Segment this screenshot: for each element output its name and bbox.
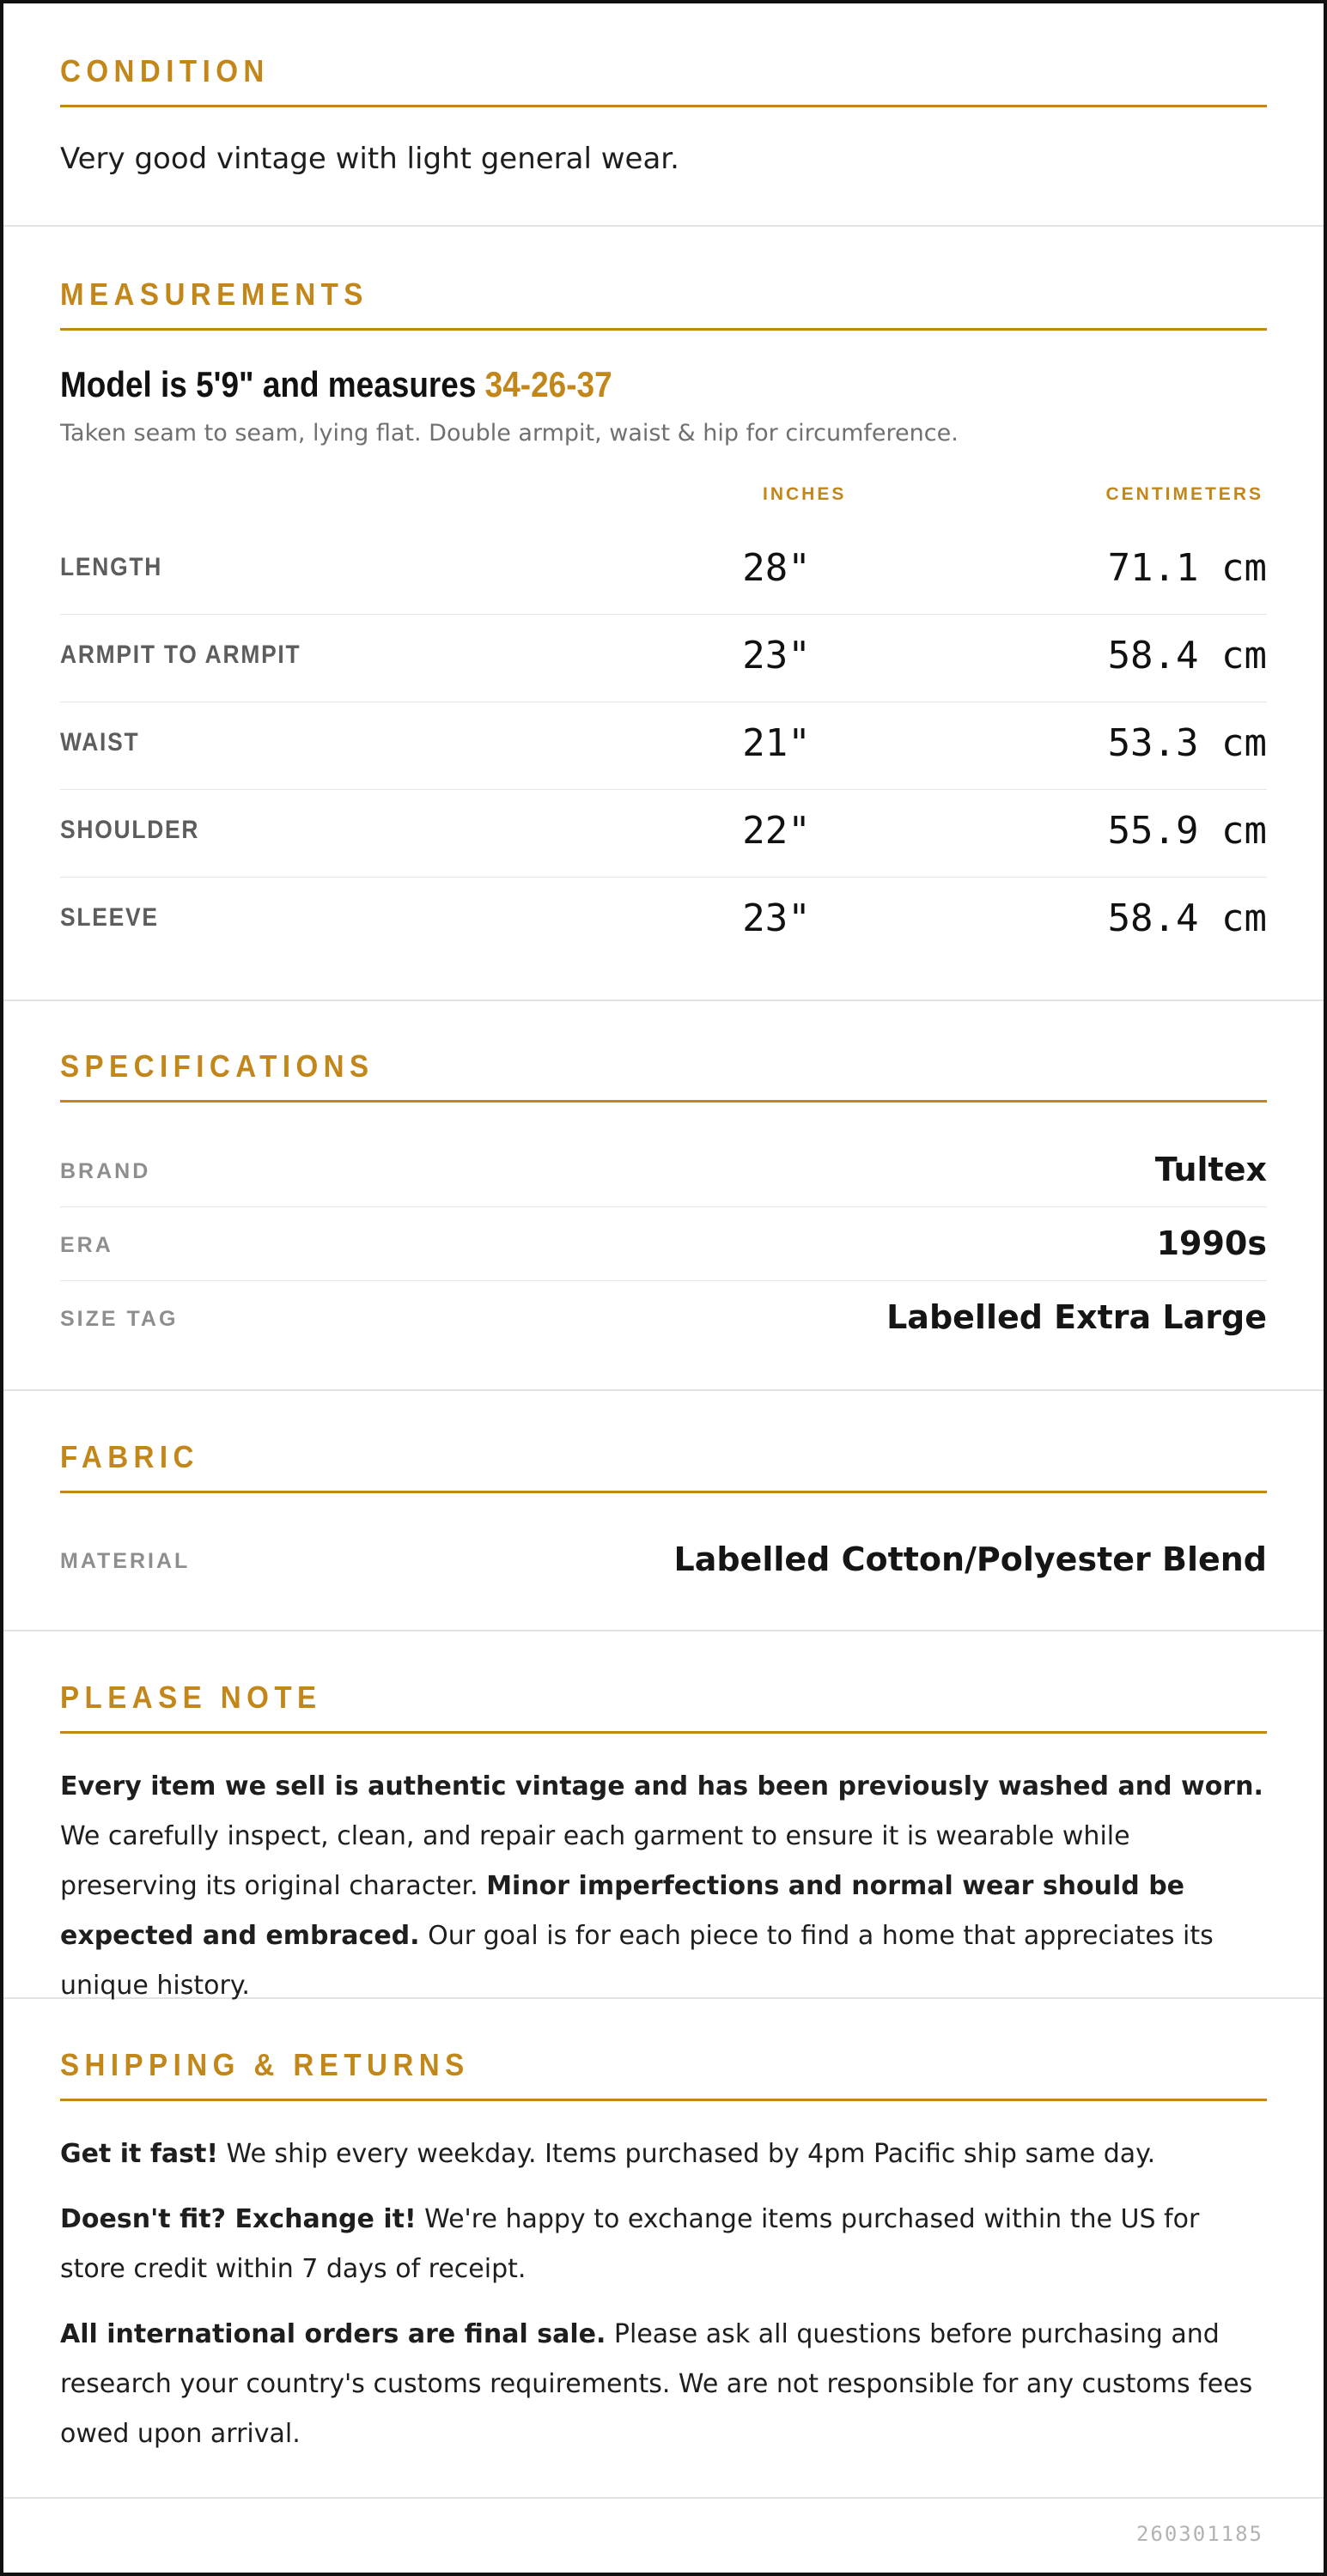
specifications-title: SPECIFICATIONS (60, 1048, 374, 1084)
column-header-centimeters: CENTIMETERS (1105, 484, 1263, 504)
note-text-1: We carefully inspect, clean, and repair each garment to ensure it is wearable while preserving its original character. (60, 1821, 1130, 1901)
spec-value: Labelled Extra Large (886, 1298, 1267, 1336)
model-prefix: Model is 5'9" and measures (60, 364, 485, 404)
condition-title: CONDITION (60, 53, 270, 88)
note-bold-2: Minor imperfections and normal wear should be expected and embraced. (60, 1871, 1185, 1951)
fabric-section (3, 1391, 1324, 1631)
spec-row-size-tag (60, 1281, 1267, 1355)
measurement-label: LENGTH (60, 553, 163, 581)
shipping-title: SHIPPING & RETURNS (60, 2047, 470, 2082)
measurement-label: SLEEVE (60, 903, 159, 932)
measurements-subtitle: Taken seam to seam, lying flat. Double armpit, waist & hip for circumference. (60, 420, 959, 447)
please-note-section (3, 1631, 1324, 1999)
spec-value: 1990s (1156, 1224, 1267, 1262)
condition-section (3, 3, 1324, 227)
shipping-p3-text: Please ask all questions before purchasing and research your country's customs requirements. We are not responsible for any customs fees owed upon arrival. (60, 2319, 1253, 2449)
shipping-paragraph-1 (60, 2129, 1267, 2179)
spec-value: Tultex (1154, 1151, 1267, 1188)
fabric-value: Labelled Cotton/Polyester Blend (673, 1540, 1267, 1578)
measurements-rule (60, 328, 1267, 331)
spec-row-brand (60, 1133, 1267, 1207)
please-note-rule (60, 1731, 1267, 1734)
measurement-row-armpit (60, 615, 1267, 702)
spec-label: SIZE TAG (60, 1307, 179, 1331)
model-measurements (60, 364, 1122, 405)
measurement-inches: 23" (742, 896, 811, 940)
measurement-label: WAIST (60, 728, 140, 756)
measurement-cm: 58.4 cm (1107, 634, 1267, 677)
measurement-label: ARMPIT TO ARMPIT (60, 641, 301, 669)
specifications-rule (60, 1100, 1267, 1103)
measurement-row-waist (60, 702, 1267, 790)
measurement-row-length (60, 527, 1267, 615)
measurement-cm: 53.3 cm (1107, 721, 1267, 765)
please-note-title: PLEASE NOTE (60, 1680, 322, 1715)
shipping-paragraph-3 (60, 2310, 1267, 2459)
please-note-text (60, 1762, 1267, 2011)
condition-text: Very good vintage with light general wear. (60, 142, 679, 176)
measurement-cm: 71.1 cm (1107, 546, 1267, 590)
measurement-label: SHOULDER (60, 816, 200, 844)
item-id: 260301185 (1135, 2522, 1263, 2546)
spec-row-era (60, 1207, 1267, 1281)
measurement-row-shoulder (60, 790, 1267, 878)
measurement-inches: 21" (742, 721, 811, 765)
spec-label: ERA (60, 1233, 113, 1257)
spec-label: BRAND (60, 1159, 151, 1183)
shipping-rule (60, 2099, 1267, 2101)
measurement-inches: 22" (742, 809, 811, 853)
measurements-title: MEASUREMENTS (60, 276, 368, 312)
measurement-inches: 28" (742, 546, 811, 590)
note-bold-1: Every item we sell is authentic vintage and has been previously washed and worn. (60, 1771, 1263, 1801)
specifications-section (3, 1001, 1324, 1391)
measurements-section (3, 227, 1324, 1001)
note-text-2: Our goal is for each piece to find a home that appreciates its unique history. (60, 1921, 1214, 2001)
condition-rule (60, 105, 1267, 107)
shipping-p3-bold: All international orders are final sale. (60, 2319, 606, 2349)
model-accent: 34-26-37 (484, 364, 612, 404)
fabric-title: FABRIC (60, 1439, 199, 1474)
shipping-p1-bold: Get it fast! (60, 2139, 218, 2169)
shipping-p2-text: We're happy to exchange items purchased within the US for store credit within 7 days of receipt. (60, 2204, 1200, 2284)
shipping-returns-section (3, 1999, 1324, 2499)
fabric-label: MATERIAL (60, 1549, 191, 1573)
fabric-row-material (60, 1523, 1267, 1597)
measurement-cm: 58.4 cm (1107, 896, 1267, 940)
fabric-rule (60, 1491, 1267, 1493)
column-header-inches: INCHES (763, 484, 847, 504)
shipping-p1-text: We ship every weekday. Items purchased by 4pm Pacific ship same day. (218, 2139, 1156, 2169)
shipping-paragraph-2 (60, 2195, 1267, 2294)
measurement-cm: 55.9 cm (1107, 809, 1267, 853)
measurement-inches: 23" (742, 634, 811, 677)
measurement-row-sleeve (60, 878, 1267, 965)
shipping-p2-bold: Doesn't fit? Exchange it! (60, 2204, 417, 2234)
